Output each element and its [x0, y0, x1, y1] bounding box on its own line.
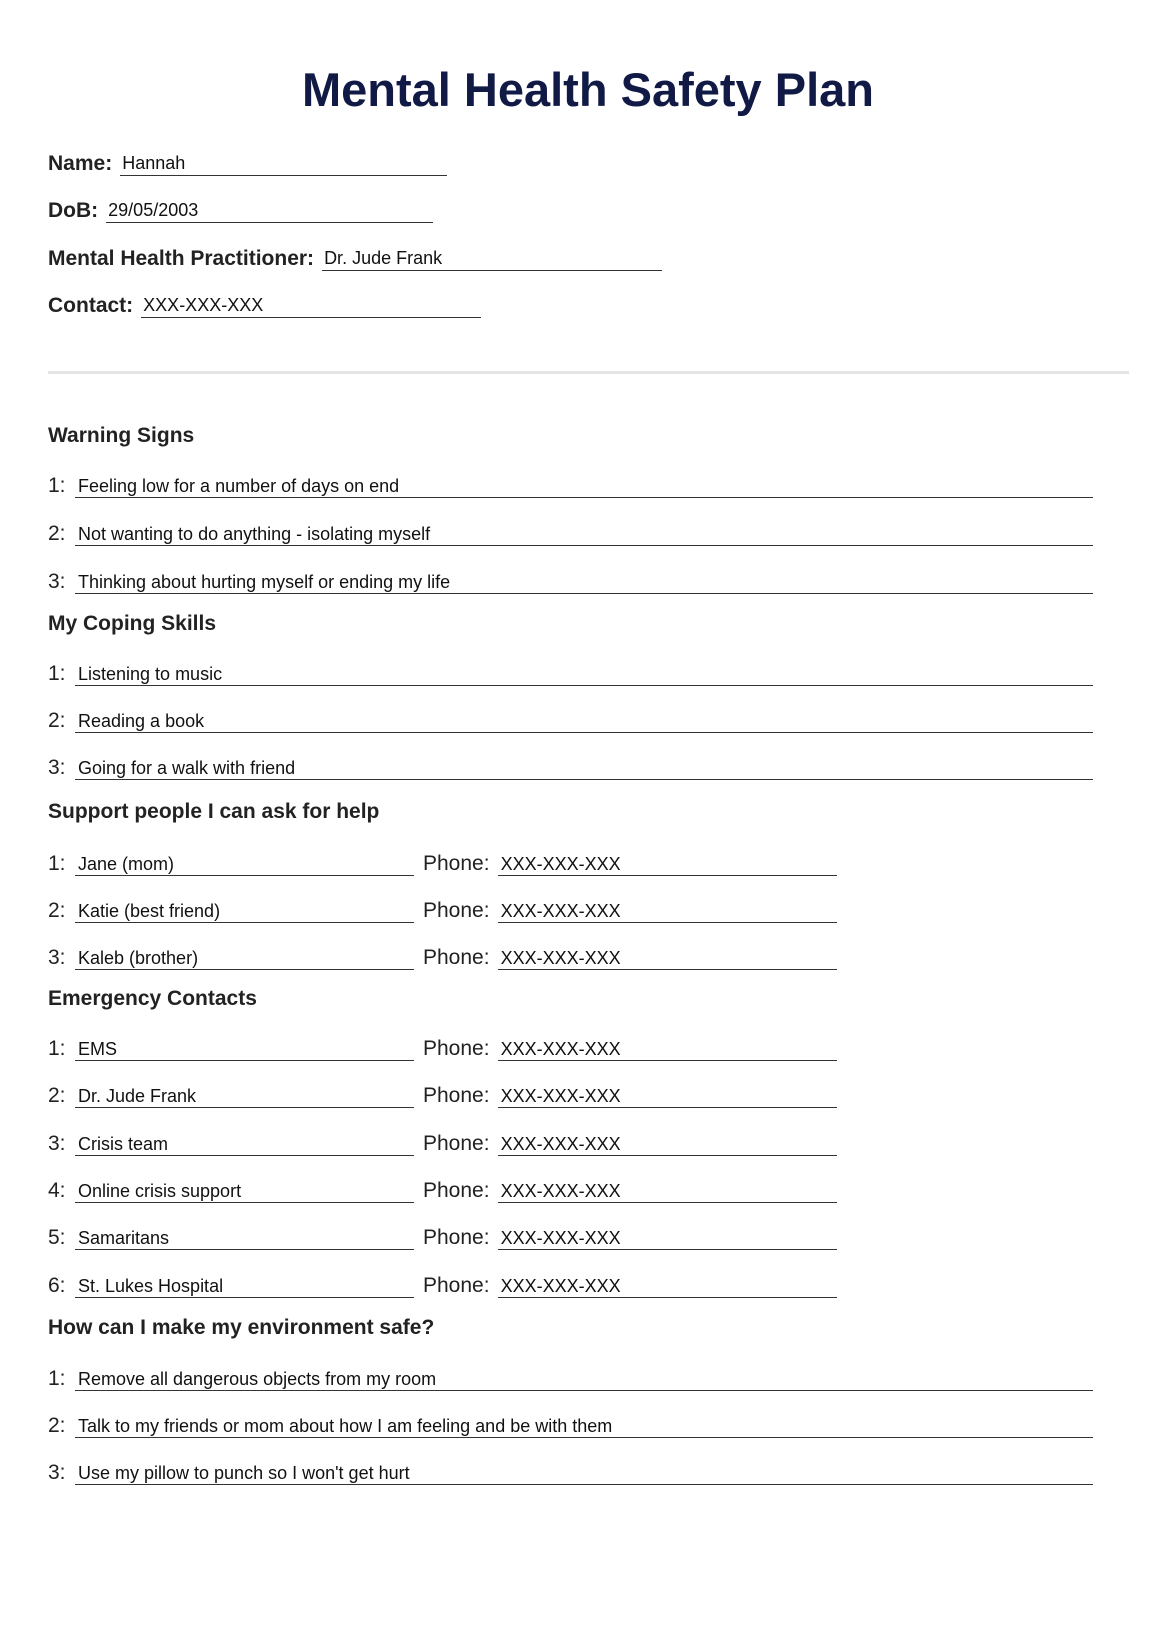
warning-sign-field[interactable]: Feeling low for a number of days on end	[75, 475, 1093, 498]
contact-name-field[interactable]: EMS	[75, 1038, 414, 1061]
item-number: 2:	[48, 1414, 66, 1437]
phone-field[interactable]: XXX-XXX-XXX	[498, 1227, 837, 1250]
item-number: 2:	[48, 709, 66, 732]
practitioner-field[interactable]: Dr. Jude Frank	[322, 247, 662, 271]
emergency-contact-item	[48, 1268, 837, 1298]
warning-sign-item	[48, 564, 1093, 594]
phone-field[interactable]: XXX-XXX-XXX	[498, 900, 837, 923]
name-row	[48, 146, 447, 176]
item-number: 2:	[48, 899, 66, 922]
warning-sign-field[interactable]: Not wanting to do anything - isolating myself	[75, 523, 1093, 546]
phone-label: Phone:	[423, 1037, 490, 1060]
contact-name-field[interactable]: St. Lukes Hospital	[75, 1275, 414, 1298]
coping-skill-item	[48, 656, 1093, 686]
contact-row	[48, 288, 481, 318]
contact-name-field[interactable]: Jane (mom)	[75, 853, 414, 876]
coping-skill-field[interactable]: Reading a book	[75, 710, 1093, 733]
phone-field[interactable]: XXX-XXX-XXX	[498, 1275, 837, 1298]
phone-label: Phone:	[423, 1084, 490, 1107]
phone-label: Phone:	[423, 1179, 490, 1202]
contact-name-field[interactable]: Katie (best friend)	[75, 900, 414, 923]
contact-name-field[interactable]: Crisis team	[75, 1133, 414, 1156]
emergency-contact-item	[48, 1173, 837, 1203]
phone-label: Phone:	[423, 852, 490, 875]
phone-label: Phone:	[423, 946, 490, 969]
item-number: 3:	[48, 946, 66, 969]
practitioner-row	[48, 241, 662, 271]
environment-step-field[interactable]: Remove all dangerous objects from my room	[75, 1368, 1093, 1391]
item-number: 5:	[48, 1226, 66, 1249]
phone-label: Phone:	[423, 1226, 490, 1249]
contact-field[interactable]: XXX-XXX-XXX	[141, 294, 481, 318]
support-person-item	[48, 893, 837, 923]
support-person-item	[48, 846, 837, 876]
practitioner-label: Mental Health Practitioner:	[48, 247, 315, 270]
item-number: 1:	[48, 474, 66, 497]
contact-name-field[interactable]: Kaleb (brother)	[75, 947, 414, 970]
phone-field[interactable]: XXX-XXX-XXX	[498, 1038, 837, 1061]
contact-label: Contact:	[48, 294, 134, 317]
emergency-contact-item	[48, 1031, 837, 1061]
item-number: 3:	[48, 1461, 66, 1484]
item-number: 2:	[48, 1084, 66, 1107]
item-number: 3:	[48, 570, 66, 593]
support-person-heading: Support people I can ask for help	[48, 800, 380, 823]
contact-name-field[interactable]: Samaritans	[75, 1227, 414, 1250]
warning-sign-item	[48, 468, 1093, 498]
dob-label: DoB:	[48, 199, 99, 222]
item-number: 1:	[48, 852, 66, 875]
dob-row	[48, 193, 433, 223]
warning-sign-item	[48, 516, 1093, 546]
environment-step-field[interactable]: Use my pillow to punch so I won't get hurt	[75, 1462, 1093, 1485]
coping-skill-field[interactable]: Listening to music	[75, 663, 1093, 686]
environment-step-field[interactable]: Talk to my friends or mom about how I am feeling and be with them	[75, 1415, 1093, 1438]
warning-sign-heading: Warning Signs	[48, 424, 195, 447]
phone-label: Phone:	[423, 1274, 490, 1297]
dob-field[interactable]: 29/05/2003	[106, 199, 433, 223]
name-field[interactable]: Hannah	[120, 152, 447, 176]
contact-name-field[interactable]: Online crisis support	[75, 1180, 414, 1203]
emergency-contact-item	[48, 1126, 837, 1156]
coping-skill-heading: My Coping Skills	[48, 612, 217, 635]
item-number: 4:	[48, 1179, 66, 1202]
support-person-item	[48, 940, 837, 970]
item-number: 3:	[48, 1132, 66, 1155]
item-number: 2:	[48, 522, 66, 545]
warning-sign-field[interactable]: Thinking about hurting myself or ending my life	[75, 571, 1093, 594]
divider	[48, 371, 1129, 374]
environment-step-item	[48, 1361, 1093, 1391]
emergency-contact-item	[48, 1078, 837, 1108]
phone-field[interactable]: XXX-XXX-XXX	[498, 1180, 837, 1203]
coping-skill-field[interactable]: Going for a walk with friend	[75, 757, 1093, 780]
item-number: 3:	[48, 756, 66, 779]
phone-label: Phone:	[423, 1132, 490, 1155]
phone-field[interactable]: XXX-XXX-XXX	[498, 1085, 837, 1108]
contact-name-field[interactable]: Dr. Jude Frank	[75, 1085, 414, 1108]
environment-step-item	[48, 1455, 1093, 1485]
environment-step-heading: How can I make my environment safe?	[48, 1316, 435, 1339]
phone-label: Phone:	[423, 899, 490, 922]
item-number: 1:	[48, 1367, 66, 1390]
phone-field[interactable]: XXX-XXX-XXX	[498, 1133, 837, 1156]
environment-step-item	[48, 1408, 1093, 1438]
item-number: 6:	[48, 1274, 66, 1297]
coping-skill-item	[48, 750, 1093, 780]
item-number: 1:	[48, 1037, 66, 1060]
item-number: 1:	[48, 662, 66, 685]
phone-field[interactable]: XXX-XXX-XXX	[498, 853, 837, 876]
emergency-contact-item	[48, 1220, 837, 1250]
phone-field[interactable]: XXX-XXX-XXX	[498, 947, 837, 970]
emergency-contact-heading: Emergency Contacts	[48, 987, 257, 1010]
coping-skill-item	[48, 703, 1093, 733]
name-label: Name:	[48, 152, 113, 175]
page-title: Mental Health Safety Plan	[302, 63, 874, 116]
